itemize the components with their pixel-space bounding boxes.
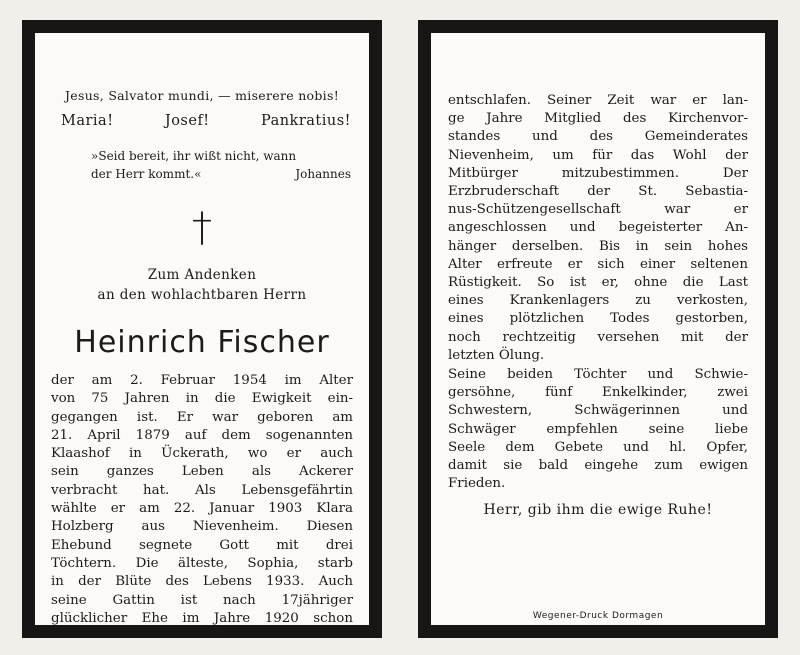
- memorial-card-left: [22, 20, 382, 638]
- commendation-line: Seine beiden Töchter und Schwie-: [448, 367, 748, 382]
- continued-line: ge Jahre Mitglied des Kirchenvor-: [448, 111, 748, 127]
- quote-source: Johannes: [295, 167, 351, 181]
- bio-line: verbracht hat. Als Lebensgefährtin: [51, 482, 353, 498]
- continued-line: angeschlossen und begeisterter An-: [448, 220, 748, 236]
- continued-line: eines plötzlichen Todes gestorben,: [448, 311, 748, 327]
- invocation-names: [61, 113, 351, 129]
- right-card-panel: [431, 33, 765, 625]
- continued-line: noch rechtzeitig versehen mit der: [448, 329, 748, 345]
- cross-icon: †: [192, 205, 212, 251]
- quote-line-1: »Seid bereit, ihr wißt nicht, wann: [91, 149, 297, 163]
- continued-line: entschlafen. Seiner Zeit war er lan-: [448, 93, 748, 108]
- bio-line: Töchtern. Die älteste, Sophia, starb: [51, 555, 353, 571]
- bio-line: glücklicher Ehe im Jahre 1920 schon: [51, 610, 353, 626]
- continued-line: letzten Ölung.: [448, 347, 545, 363]
- motto: Jesus, Salvator mundi, — miserere nobis!: [64, 88, 340, 103]
- bio-line: wählte er am 22. Januar 1903 Klara: [51, 501, 353, 517]
- continued-line: Rüstigkeit. So ist er, ohne die Last: [448, 275, 748, 291]
- left-card-panel: [35, 33, 369, 625]
- bio-line: seine Gattin ist nach 17jähriger: [51, 592, 353, 608]
- continued-line: Nievenheim, um für das Wohl der: [448, 147, 748, 163]
- bio-line: gegangen ist. Er war geboren am: [51, 409, 353, 425]
- biography-continued: [448, 92, 748, 365]
- continued-line: standes und des Gemeinderates: [448, 129, 748, 145]
- continued-line: hänger derselben. Bis in sein hohes: [448, 238, 748, 254]
- printer-credit: Wegener-Druck Dormagen: [532, 611, 664, 621]
- deceased-name: Heinrich Fischer: [74, 325, 330, 360]
- commendation-line: Schwäger empfehlen seine liebe: [448, 421, 748, 437]
- memory-heading: [35, 265, 369, 305]
- commendation-line: Frieden.: [448, 476, 506, 492]
- commendation-line: damit sie bald eingehe zum ewigen: [448, 458, 748, 474]
- bible-quote: [91, 147, 351, 183]
- memory-line-2: an den wohlachtbaren Herrn: [97, 287, 307, 303]
- name-pankratius: Pankratius!: [260, 113, 351, 129]
- quote-line-2: der Herr kommt.«: [91, 167, 202, 181]
- continued-line: Erzbruderschaft der St. Sebastia-: [448, 184, 748, 200]
- commendation-line: Seele dem Gebete und hl. Opfer,: [448, 439, 748, 455]
- continued-line: eines Krankenlagers zu verkosten,: [448, 293, 748, 309]
- memory-line-1: Zum Andenken: [147, 267, 257, 283]
- continued-line: Alter erfreute er sich einer seltenen: [448, 256, 748, 272]
- name-josef: Josef!: [164, 113, 210, 129]
- bio-line: Holzberg aus Nievenheim. Diesen: [51, 519, 353, 535]
- commendation-line: Schwestern, Schwägerinnen und: [448, 403, 748, 419]
- continued-line: nus-Schützengesellschaft war er: [448, 202, 748, 218]
- biography-text: [51, 372, 353, 628]
- bio-line: 21. April 1879 auf dem sogenannten: [51, 427, 353, 443]
- name-maria: Maria!: [61, 113, 114, 129]
- bio-line: von 75 Jahren in die Ewigkeit ein-: [51, 391, 353, 407]
- bio-line: sein ganzes Leben als Ackerer: [51, 464, 353, 480]
- bio-line: Klaashof in Ückerath, wo er auch: [51, 446, 353, 462]
- bio-line: der am 2. Februar 1954 im Alter: [51, 373, 353, 388]
- commendation-line: gersöhne, fünf Enkelkinder, zwei: [448, 385, 748, 401]
- continued-line: Mitbürger mitzubestimmen. Der: [448, 165, 748, 181]
- family-commendation: [448, 366, 748, 493]
- bio-line: Ehebund segnete Gott mit drei: [51, 537, 353, 553]
- bio-line: in der Blüte des Lebens 1933. Auch: [51, 574, 353, 590]
- closing-prayer: Herr, gib ihm die ewige Ruhe!: [483, 502, 713, 518]
- memorial-card-right: [418, 20, 778, 638]
